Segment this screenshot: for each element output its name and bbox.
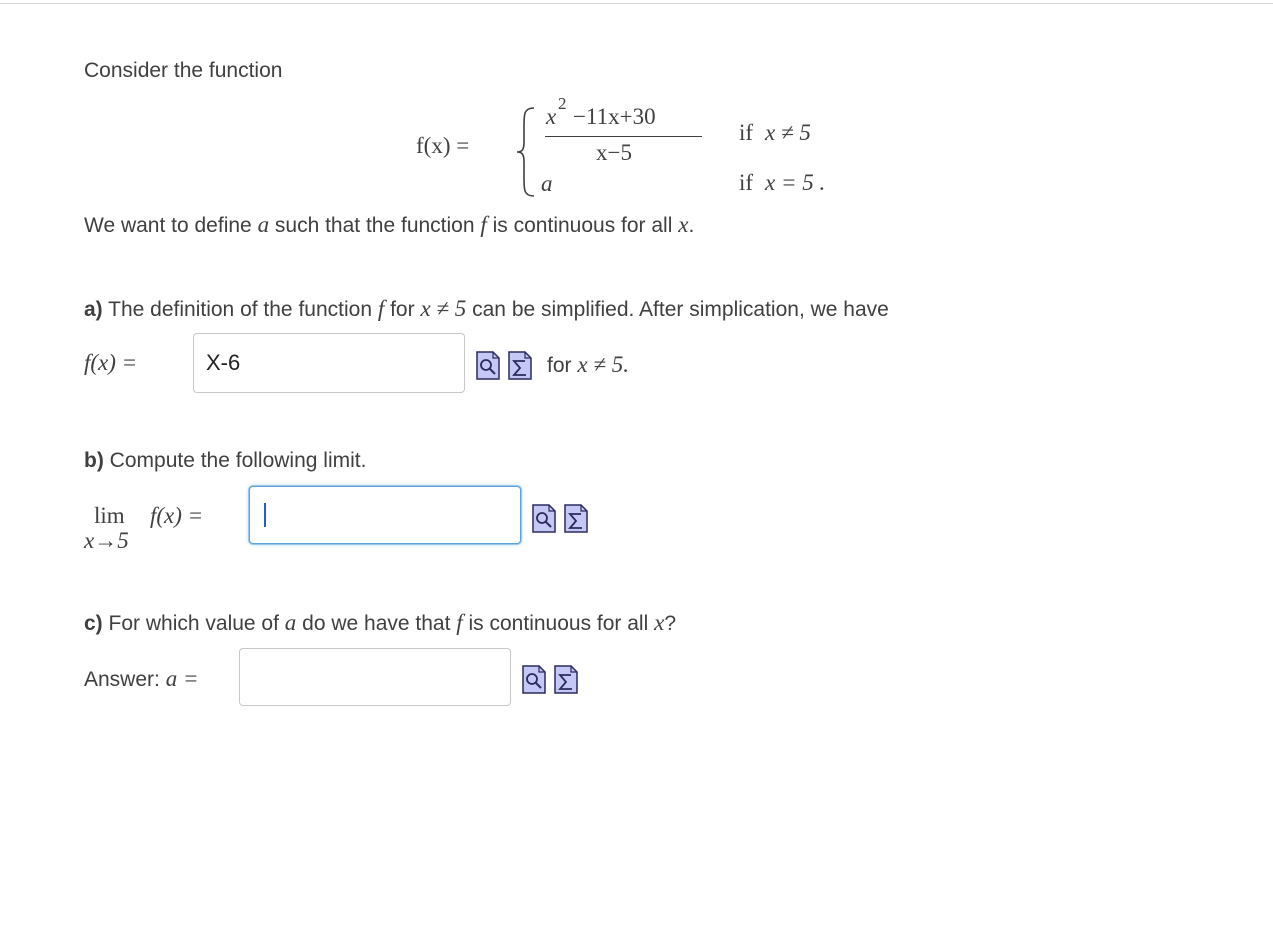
- part-c-question-mark: ?: [664, 612, 677, 635]
- case1-numerator-rest: −11x+30: [573, 104, 656, 129]
- fraction-bar: [545, 136, 702, 137]
- part-a-var-f: f: [377, 296, 385, 321]
- sigma-equation-icon[interactable]: [508, 350, 532, 380]
- part-a-text-2: for: [390, 298, 415, 321]
- part-a-suffix-for: for: [547, 354, 572, 377]
- part-c-text-1: For which value of: [108, 612, 279, 635]
- left-brace: [514, 106, 538, 198]
- part-c-answer-input[interactable]: [239, 648, 511, 706]
- preview-magnifier-icon[interactable]: [476, 350, 500, 380]
- case1-denominator: x−5: [596, 140, 632, 165]
- part-b-text: Compute the following limit.: [109, 449, 367, 472]
- case1-condition: x ≠ 5: [765, 120, 811, 145]
- goal-text-1: We want to define: [84, 214, 252, 237]
- goal-var-x: x: [678, 212, 689, 237]
- part-c-label: c): [84, 612, 103, 635]
- limit-operator: lim: [94, 503, 125, 528]
- sigma-equation-icon[interactable]: [554, 664, 578, 694]
- part-c-question: [84, 610, 676, 637]
- sigma-equation-icon[interactable]: [564, 503, 588, 533]
- part-b-limit-input[interactable]: [249, 486, 521, 544]
- part-a-text-3: can be simplified. After simplication, we have: [472, 298, 889, 321]
- part-a-suffix: [547, 352, 629, 379]
- part-a-label: a): [84, 298, 103, 321]
- preview-magnifier-icon[interactable]: [532, 503, 556, 533]
- part-c-var-f: f: [456, 610, 463, 635]
- top-divider: [0, 3, 1273, 4]
- part-b-question: [84, 448, 366, 474]
- part-c-answer-label: [84, 666, 198, 693]
- limit-function: f(x) =: [150, 503, 204, 528]
- part-a-lhs: f(x) =: [84, 350, 138, 375]
- part-c-var-x: x: [654, 610, 665, 635]
- part-a-condition: x ≠ 5: [420, 296, 467, 321]
- answer-var: a =: [165, 666, 199, 691]
- part-c-var-a: a: [284, 610, 297, 635]
- goal-sentence: [84, 212, 694, 239]
- part-a-question: [84, 296, 889, 323]
- case1-numerator-x: x: [546, 104, 557, 129]
- goal-var-a: a: [257, 212, 270, 237]
- goal-text-3: is continuous for all: [492, 214, 673, 237]
- case1-numerator-exponent: 2: [558, 94, 567, 113]
- limit-subscript: x→5: [84, 528, 129, 553]
- case2-expression: a: [541, 171, 553, 196]
- case2-condition: x = 5 .: [765, 170, 826, 195]
- part-a-text-1: The definition of the function: [108, 298, 372, 321]
- part-c-text-3: is continuous for all: [468, 612, 649, 635]
- case1-if: if: [739, 120, 754, 145]
- text-caret: [264, 503, 266, 527]
- part-c-text-2: do we have that: [302, 612, 451, 635]
- part-a-answer-input[interactable]: [193, 333, 465, 393]
- piecewise-lhs: f(x) =: [416, 133, 470, 158]
- answer-label: Answer:: [84, 668, 160, 691]
- intro-text: Consider the function: [84, 59, 283, 82]
- goal-text-2: such that the function: [274, 214, 475, 237]
- goal-var-f: f: [480, 212, 487, 237]
- part-a-suffix-condition: x ≠ 5.: [577, 352, 629, 377]
- goal-period: .: [688, 214, 695, 237]
- part-a-input-value: X-6: [206, 350, 241, 375]
- case2-if: if: [739, 170, 754, 195]
- part-b-label: b): [84, 449, 104, 472]
- preview-magnifier-icon[interactable]: [522, 664, 546, 694]
